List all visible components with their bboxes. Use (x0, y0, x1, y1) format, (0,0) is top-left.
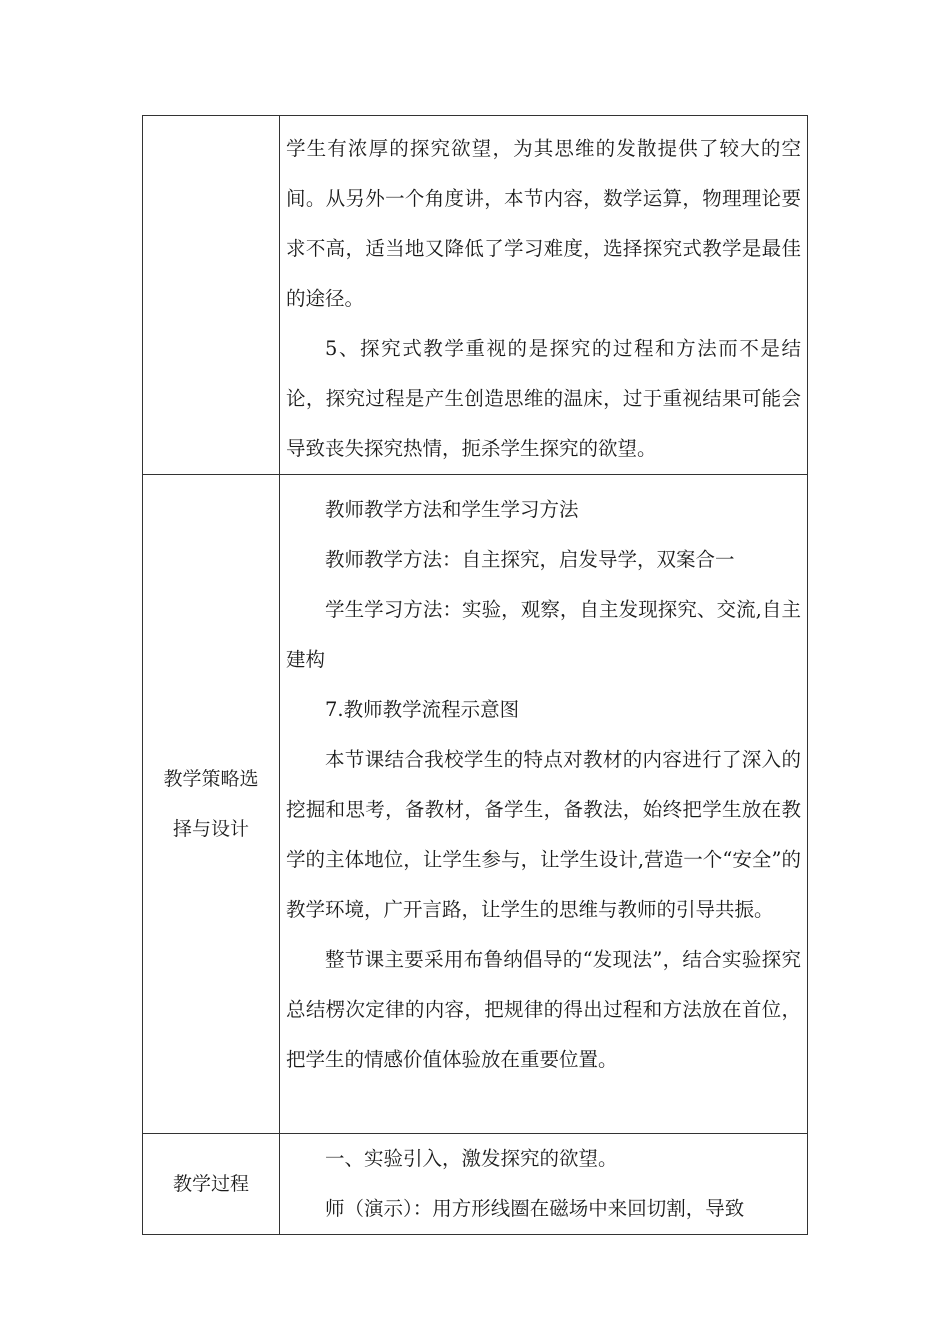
row-label (143, 116, 280, 475)
table-row (143, 116, 808, 475)
lesson-plan-table (142, 115, 808, 1235)
paragraph: 教师教学方法：自主探究，启发导学，双案合一 (325, 548, 735, 571)
paragraph: 7.教师教学流程示意图 (325, 698, 520, 721)
row-content (280, 1134, 808, 1235)
row-content (280, 116, 808, 475)
table-row (143, 475, 808, 1134)
row-label-teaching-strategy: 教学策略选择与设计 (143, 475, 280, 1134)
paragraph: 本节课结合我校学生的特点对教材的内容进行了深入的挖掘和思考，备教材，备学生，备教法，始终把学生放在教学的主体地位，让学生参与，让学生设计,营造一个“安全”的教学环境，广开言路，让学生的思维与教师的引导共振。 (286, 748, 801, 921)
paragraph: 整节课主要采用布鲁纳倡导的“发现法”，结合实验探究总结楞次定律的内容，把规律的得出过程和方法放在首位，把学生的情感价值体验放在重要位置。 (286, 948, 801, 1071)
paragraph: 师（演示）：用方形线圈在磁场中来回切割，导致 (325, 1197, 745, 1220)
paragraph: 学生学习方法：实验，观察，自主发现探究、交流,自主建构 (286, 598, 801, 671)
paragraph: 一、实验引入，激发探究的欲望。 (325, 1147, 618, 1170)
row-label-teaching-process: 教学过程 (143, 1134, 280, 1235)
table-row (143, 1134, 808, 1235)
row-content (280, 475, 808, 1134)
paragraph: 教师教学方法和学生学习方法 (325, 498, 579, 521)
paragraph: 5、探究式教学重视的是探究的过程和方法而不是结论，探究过程是产生创造思维的温床，过于重视结果可能会导致丧失探究热情，扼杀学生探究的欲望。 (286, 337, 801, 460)
paragraph: 学生有浓厚的探究欲望，为其思维的发散提供了较大的空间。从另外一个角度讲，本节内容，数学运算，物理理论要求不高，适当地又降低了学习难度，选择探究式教学是最佳的途径。 (286, 137, 801, 310)
